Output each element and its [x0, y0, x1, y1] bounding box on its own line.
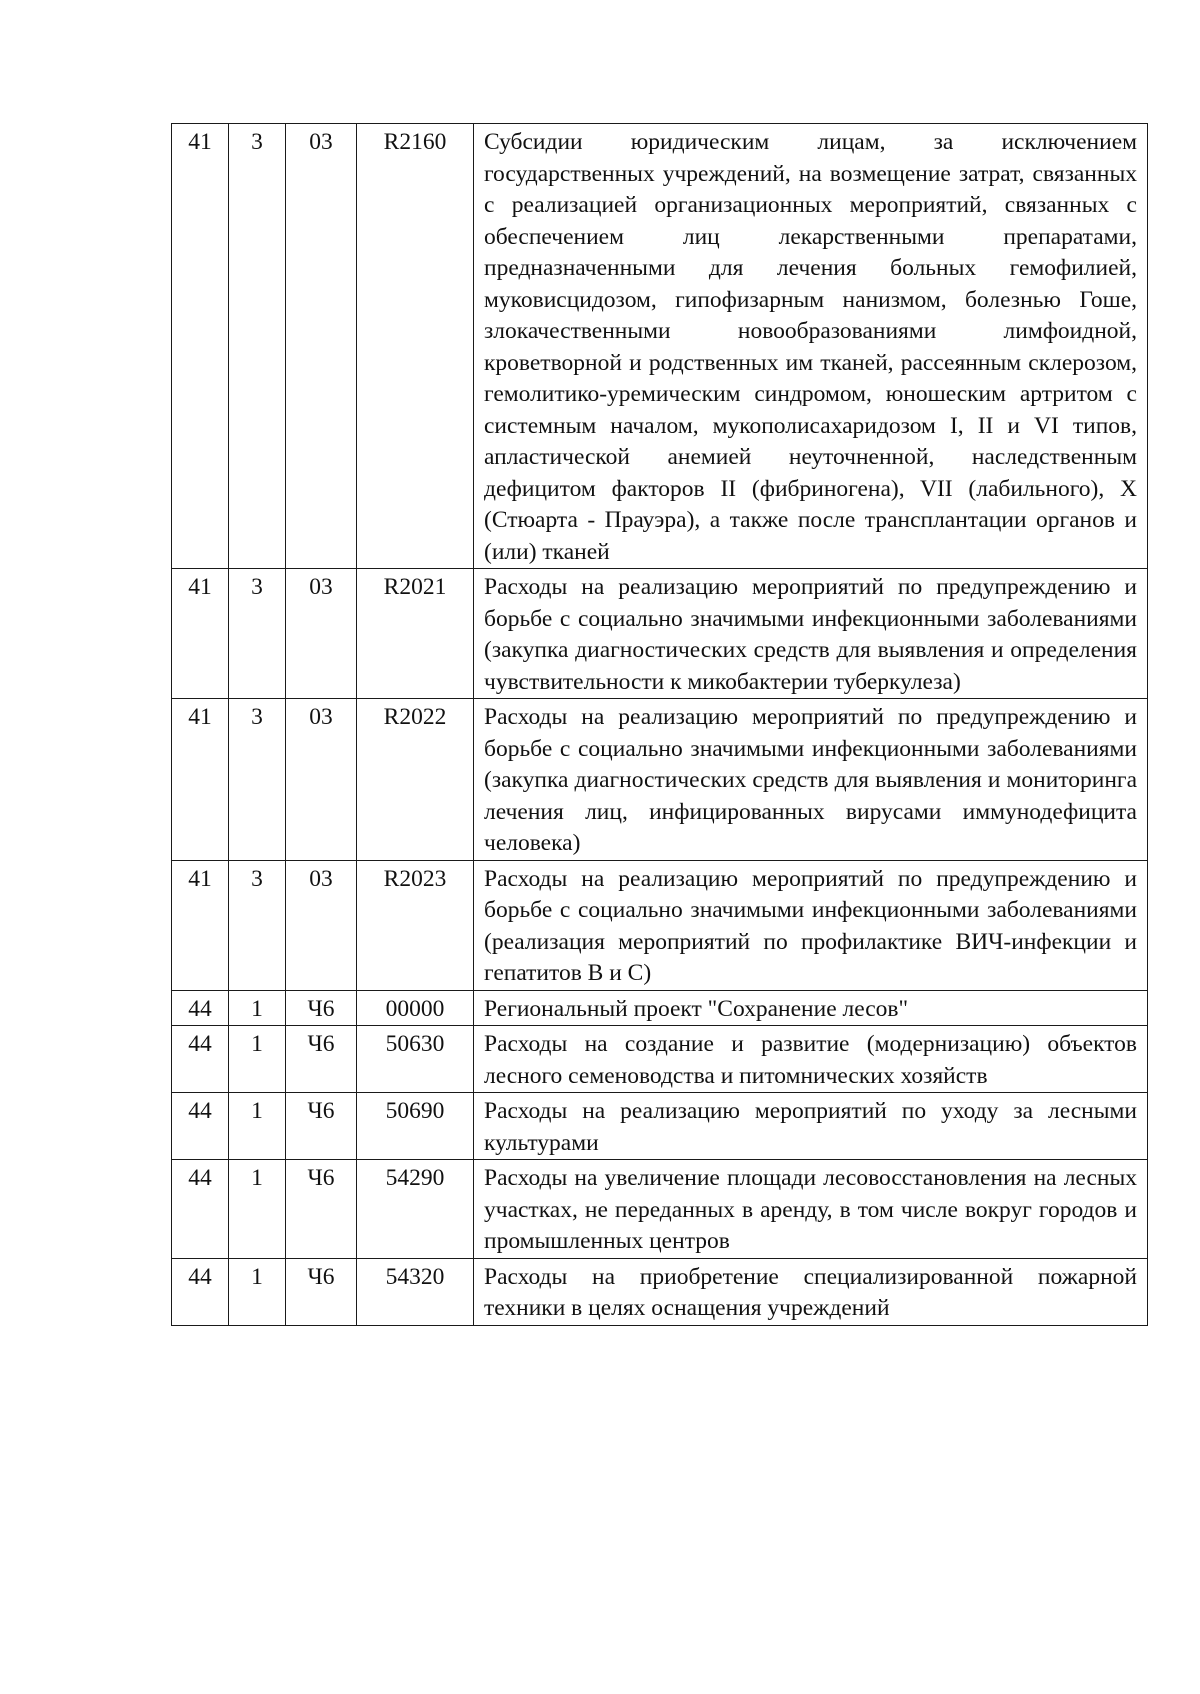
table-row: [172, 1160, 1148, 1259]
code-cell-2: 1: [229, 1160, 286, 1259]
code-cell-4: 54320: [357, 1258, 474, 1325]
table-row: [172, 569, 1148, 699]
code-cell-3: Ч6: [286, 1026, 357, 1093]
code-cell-4: 00000: [357, 990, 474, 1026]
code-cell-4: 50690: [357, 1093, 474, 1160]
code-cell-3: Ч6: [286, 990, 357, 1026]
table-row: [172, 699, 1148, 861]
code-cell-4: 50630: [357, 1026, 474, 1093]
code-cell-4: R2023: [357, 860, 474, 990]
code-cell-3: 03: [286, 569, 357, 699]
description-cell: Субсидии юридическим лицам, за исключением государственных учреждений, на возмещение затрат, связанных с реализацией организационных мероприятий, связанных с обеспечением лиц лекарственными препаратами, предназначенными для лечения больных гемофилией, муковисцидозом, гипофизарным нанизмом, болезнью Гоше, злокачественными новообразованиями лимфоидной, кроветворной и родственных им тканей, рассеянным склерозом, гемолитико-уремическим синдромом, юношеским артритом с системным началом, мукополисахаридозом I, II и VI типов, апластической анемией неуточненной, наследственным дефицитом факторов II (фибриногена), VII (лабильного), X (Стюарта - Прауэра), а также после трансплантации органов и (или) тканей: [474, 124, 1148, 569]
code-cell-1: 41: [172, 569, 229, 699]
code-cell-2: 3: [229, 569, 286, 699]
code-cell-1: 41: [172, 699, 229, 861]
code-cell-4: R2021: [357, 569, 474, 699]
code-cell-1: 41: [172, 860, 229, 990]
description-cell: Расходы на реализацию мероприятий по предупреждению и борьбе с социально значимыми инфекционными заболеваниями (реализация мероприятий по профилактике ВИЧ-инфекции и гепатитов В и С): [474, 860, 1148, 990]
code-cell-1: 44: [172, 990, 229, 1026]
code-cell-4: 54290: [357, 1160, 474, 1259]
table-row: [172, 1026, 1148, 1093]
description-cell: Расходы на реализацию мероприятий по предупреждению и борьбе с социально значимыми инфекционными заболеваниями (закупка диагностических средств для выявления и определения чувствительности к микобактерии туберкулеза): [474, 569, 1148, 699]
description-cell: [474, 1258, 1148, 1325]
description-cell: Региональный проект "Сохранение лесов": [474, 990, 1148, 1026]
code-cell-4: R2022: [357, 699, 474, 861]
code-cell-2: 3: [229, 860, 286, 990]
description-text-truncated: Расходы на приобретение специализированной пожарной техники в целях оснащения учреждений: [484, 1263, 1137, 1321]
code-cell-1: 44: [172, 1160, 229, 1259]
code-cell-3: 03: [286, 699, 357, 861]
description-cell: Расходы на создание и развитие (модернизацию) объектов лесного семеноводства и питомнических хозяйств: [474, 1026, 1148, 1093]
code-cell-2: 1: [229, 1258, 286, 1325]
code-cell-3: Ч6: [286, 1258, 357, 1325]
description-cell: Расходы на увеличение площади лесовосстановления на лесных участках, не переданных в аренду, в том числе вокруг городов и промышленных центров: [474, 1160, 1148, 1259]
code-cell-2: 1: [229, 1093, 286, 1160]
code-cell-4: R2160: [357, 124, 474, 569]
code-cell-1: 41: [172, 124, 229, 569]
table-row: [172, 990, 1148, 1026]
code-cell-2: 1: [229, 990, 286, 1026]
description-cell: Расходы на реализацию мероприятий по уходу за лесными культурами: [474, 1093, 1148, 1160]
table-row: [172, 860, 1148, 990]
code-cell-3: 03: [286, 124, 357, 569]
code-cell-1: 44: [172, 1258, 229, 1325]
code-cell-3: Ч6: [286, 1160, 357, 1259]
table-row: [172, 1093, 1148, 1160]
code-cell-2: 3: [229, 124, 286, 569]
table-row: [172, 1258, 1148, 1325]
code-cell-3: Ч6: [286, 1093, 357, 1160]
code-cell-1: 44: [172, 1026, 229, 1093]
table-row: [172, 124, 1148, 569]
description-cell: Расходы на реализацию мероприятий по предупреждению и борьбе с социально значимыми инфекционными заболеваниями (закупка диагностических средств для выявления и мониторинга лечения лиц, инфицированных вирусами иммунодефицита человека): [474, 699, 1148, 861]
code-cell-2: 3: [229, 699, 286, 861]
code-cell-2: 1: [229, 1026, 286, 1093]
budget-classification-table: [171, 123, 1148, 1326]
code-cell-1: 44: [172, 1093, 229, 1160]
code-cell-3: 03: [286, 860, 357, 990]
